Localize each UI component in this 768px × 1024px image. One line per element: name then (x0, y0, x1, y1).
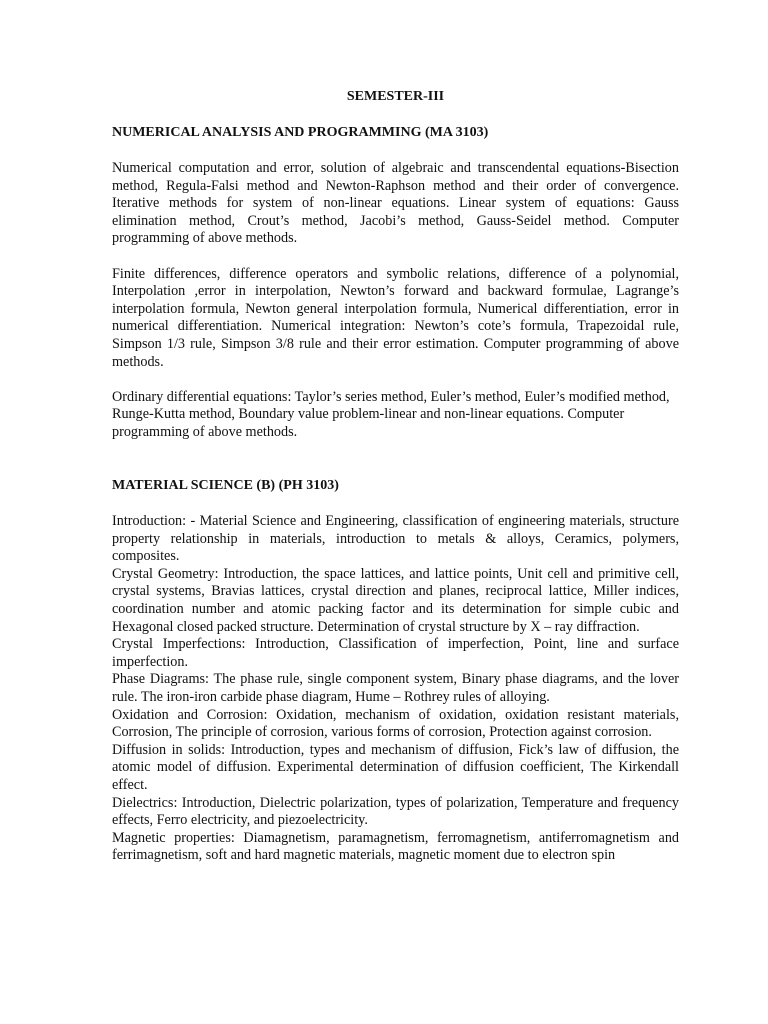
semester-heading: SEMESTER-III (346, 89, 445, 104)
course-paragraph: Dielectrics: Introduction, Dielectric polarization, types of polarization, Temperature and frequency effects, Ferro electricity, and piezoelectricity. (112, 794, 679, 829)
course-numerical-analysis (112, 124, 679, 442)
course-title-material-science: MATERIAL SCIENCE (B) (PH 3103) (112, 478, 339, 494)
course-title-numerical-analysis: NUMERICAL ANALYSIS AND PROGRAMMING (MA 3103) (112, 125, 489, 140)
section-spacer (112, 459, 679, 477)
course-paragraph: Ordinary differential equations: Taylor’s series method, Euler’s method, Euler’s modified method, Runge-Kutta method, Boundary value problem-linear and non-linear equations. Computer programming of above methods. (112, 388, 670, 440)
course-paragraph: Crystal Geometry: Introduction, the space lattices, and lattice points, Unit cell and primitive cell, crystal systems, Bravias lattices, crystal direction and planes, reciprocal lattice, Miller indices, coordination number and atomic packing factor and its determination for simple cubic and Hexagonal closed packed structure. Determination of crystal structure by X – ray diffraction. (112, 565, 679, 635)
course-paragraph: Oxidation and Corrosion: Oxidation, mechanism of oxidation, oxidation resistant materials, Corrosion, The principle of corrosion, various forms of corrosion, Protection against corrosion. (112, 706, 679, 741)
course-material-science (112, 477, 679, 865)
course-paragraph: Crystal Imperfections: Introduction, Classification of imperfection, Point, line and surface imperfection. (112, 636, 679, 670)
course-paragraph: Numerical computation and error, solution of algebraic and transcendental equations-Bisection method, Regula-Falsi method and Newton-Raphson method and their order of convergence. Iterative methods for system of non-linear equations. Linear system of equations: Gauss elimination method, Crout’s method, Jacobi’s method, Gauss-Seidel method. Computer programming of above methods. (112, 160, 679, 247)
course-paragraph: Introduction: - Material Science and Engineering, classification of engineering materials, structure property relationship in materials, introduction to metals & alloys, Ceramics, polymers, composites. (112, 513, 679, 565)
course-paragraph: Diffusion in solids: Introduction, types and mechanism of diffusion, Fick’s law of diffusion, the atomic model of diffusion. Experimental determination of diffusion coefficient, The Kirkendall effect. (112, 741, 679, 793)
course-paragraph: Finite differences, difference operators and symbolic relations, difference of a polynomial, Interpolation ,error in interpolation, Newton’s forward and backward formulae, Lagrange’s interpolation formula, Newton general interpolation formula, Numerical differentiation, error in numerical differentiation. Numerical integration: Newton’s cote’s formula, Trapezoidal rule, Simpson 1/3 rule, Simpson 3/8 rule and their error estimation. Computer programming of above methods. (112, 265, 679, 370)
syllabus-page (112, 88, 679, 865)
course-paragraph: Phase Diagrams: The phase rule, single component system, Binary phase diagrams, and the lover rule. The iron-iron carbide phase diagram, Hume – Rothrey rules of alloying. (112, 671, 679, 706)
course-paragraph: Magnetic properties: Diamagnetism, paramagnetism, ferromagnetism, antiferromagnetism and ferrimagnetism, soft and hard magnetic materials, magnetic moment due to electron spin (112, 829, 679, 864)
